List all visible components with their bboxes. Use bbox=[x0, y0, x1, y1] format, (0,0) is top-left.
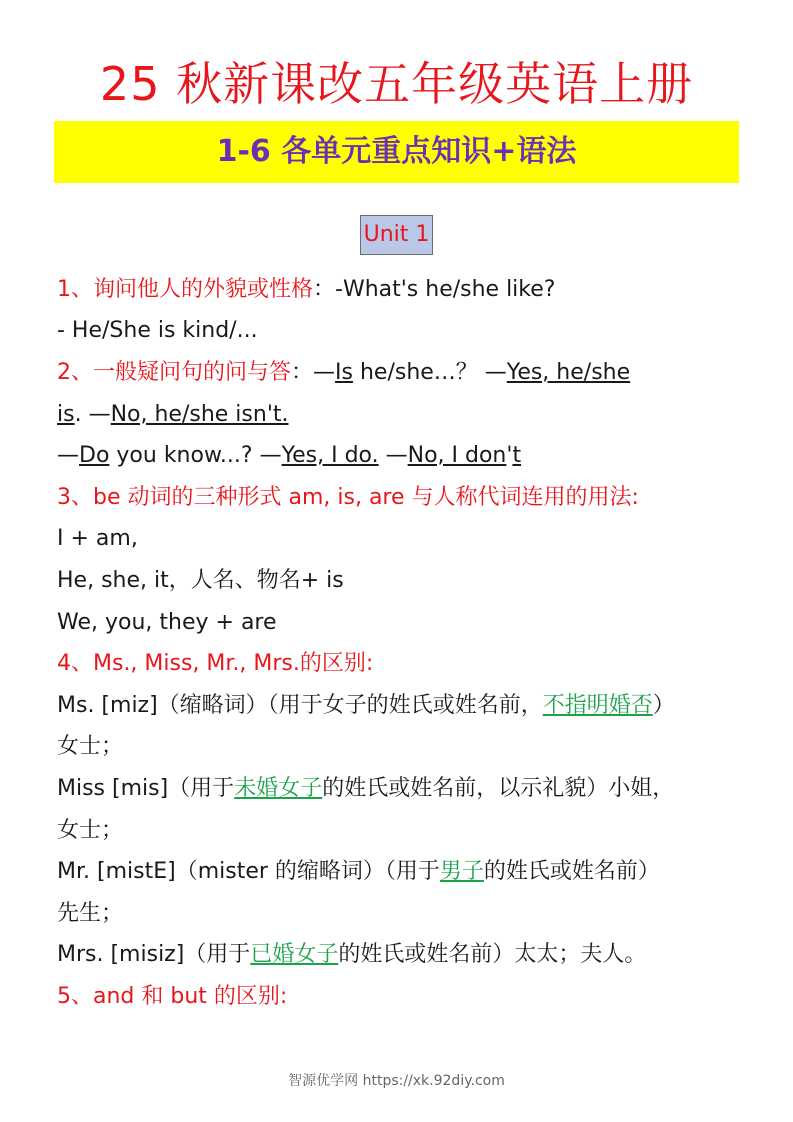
footer-watermark: 智源优学网 https://xk.92diy.com bbox=[288, 1073, 505, 1089]
section-3-rule-1: I + am, bbox=[57, 526, 138, 551]
highlighted-text: 已婚女子 bbox=[250, 942, 339, 967]
unit-label: Unit 1 bbox=[360, 215, 433, 255]
text: — bbox=[57, 443, 79, 468]
section-3-rule-2: He, she, it，人名、物名+ is bbox=[57, 568, 344, 593]
text: 的姓氏或姓名前） bbox=[483, 859, 660, 884]
subtitle-banner: 1-6 各单元重点知识+语法 bbox=[54, 121, 739, 183]
mr-definition bbox=[57, 857, 660, 887]
text: 的姓氏或姓名前）太太；夫人。 bbox=[338, 942, 647, 967]
ms-definition bbox=[57, 691, 675, 721]
section-1-answer: - He/She is kind/... bbox=[57, 318, 258, 343]
section-2-line-2 bbox=[57, 400, 289, 430]
miss-meaning: 女士； bbox=[57, 818, 124, 843]
underlined-text: is bbox=[57, 402, 75, 427]
section-1-heading: 1、询问他人的外貌或性格 bbox=[57, 277, 313, 302]
underlined-text: Yes, he/she bbox=[506, 360, 631, 385]
text: ' bbox=[506, 443, 513, 468]
section-1-question bbox=[57, 275, 555, 305]
text: Mrs. [misiz]（用于 bbox=[57, 942, 251, 967]
text: he/she…？ — bbox=[352, 360, 507, 385]
mr-meaning: 先生； bbox=[57, 901, 124, 926]
highlighted-text: 未婚女子 bbox=[234, 776, 323, 801]
underlined-text: Is bbox=[335, 360, 353, 385]
underlined-text: No, he/she isn't. bbox=[110, 402, 289, 427]
section-2-line-1 bbox=[57, 358, 630, 388]
underlined-text: Do bbox=[79, 443, 110, 468]
mrs-definition bbox=[57, 940, 646, 970]
underlined-text: t bbox=[512, 443, 522, 468]
section-2-heading: 2、一般疑问句的问与答 bbox=[57, 360, 291, 385]
section-3-heading: 3、be 动词的三种形式 am, is, are 与人称代词连用的用法: bbox=[57, 485, 639, 510]
text: Mr. [mistE]（mister 的缩略词）（用于 bbox=[57, 859, 440, 884]
text: you know...? — bbox=[109, 443, 282, 468]
page-title: 25 秋新课改五年级英语上册 bbox=[99, 57, 694, 111]
section-4-heading: 4、Ms., Miss, Mr., Mrs.的区别: bbox=[57, 651, 374, 676]
text: Ms. [miz]（缩略词）（用于女子的姓氏或姓名前， bbox=[57, 693, 543, 718]
highlighted-text: 男子 bbox=[439, 859, 484, 884]
text: ：— bbox=[291, 360, 336, 385]
ms-meaning: 女士； bbox=[57, 734, 124, 759]
miss-definition bbox=[57, 774, 674, 804]
underlined-text: No, I don bbox=[407, 443, 507, 468]
highlighted-text: 不指明婚否 bbox=[542, 693, 653, 718]
text: ） bbox=[652, 693, 675, 718]
underlined-text: Yes, I do. bbox=[281, 443, 379, 468]
text: . — bbox=[74, 402, 111, 427]
text: Miss [mis]（用于 bbox=[57, 776, 235, 801]
text: 的姓氏或姓名前，以示礼貌）小姐， bbox=[322, 776, 675, 801]
text: — bbox=[378, 443, 408, 468]
section-1-question-text: ：-What's he/she like? bbox=[313, 277, 556, 302]
section-5-heading: 5、and 和 but 的区别: bbox=[57, 984, 288, 1009]
section-2-line-3 bbox=[57, 441, 521, 471]
section-3-rule-3: We, you, they + are bbox=[57, 610, 277, 635]
